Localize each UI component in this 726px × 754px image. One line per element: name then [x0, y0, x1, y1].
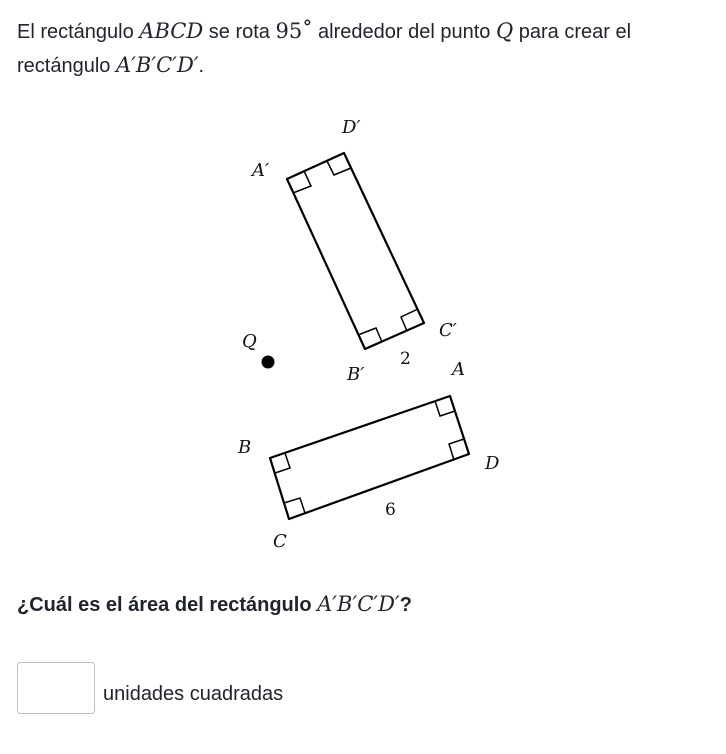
- intro-text-5: .: [198, 55, 205, 77]
- intro-text-3: alrededor del punto: [312, 21, 496, 43]
- rectangle-a-prime-b-prime-c-prime-d-prime: [287, 153, 424, 349]
- label-q: Q: [242, 331, 257, 352]
- rect-image-name: A′B′C′D′: [115, 53, 199, 77]
- answer-input[interactable]: [17, 662, 95, 714]
- rotation-angle: 95: [275, 19, 303, 43]
- intro-text-1: El rectángulo: [17, 21, 140, 43]
- rotation-point-name: Q: [495, 19, 514, 43]
- label-a-prime: A′: [252, 160, 270, 181]
- right-angle-marker-d-prime: [327, 161, 351, 175]
- side-length-c-d: 6: [385, 500, 396, 520]
- label-d: D: [485, 453, 500, 474]
- label-a: A: [452, 359, 465, 380]
- question-rect-name: A′B′C′D′: [317, 592, 400, 616]
- intro-text-4: para crear el rectángulo: [17, 21, 632, 77]
- side-length-b-prime-c-prime: 2: [400, 349, 411, 369]
- label-b-prime: B′: [347, 364, 365, 385]
- label-c-prime: C′: [439, 320, 457, 341]
- label-b: B: [238, 437, 252, 458]
- label-c: C: [273, 531, 287, 552]
- degree-symbol: ∘: [302, 10, 313, 34]
- intro-text-2: se rota: [203, 21, 276, 43]
- question-text-1: ¿Cuál es el área del rectángulo: [17, 594, 318, 616]
- point-q: [262, 356, 275, 369]
- question-text-2: ?: [399, 594, 412, 616]
- rect-abcd-name: ABCD: [139, 19, 204, 43]
- answer-unit-label: unidades cuadradas: [103, 683, 284, 705]
- label-d-prime: D′: [342, 117, 361, 138]
- question-text: [17, 588, 412, 621]
